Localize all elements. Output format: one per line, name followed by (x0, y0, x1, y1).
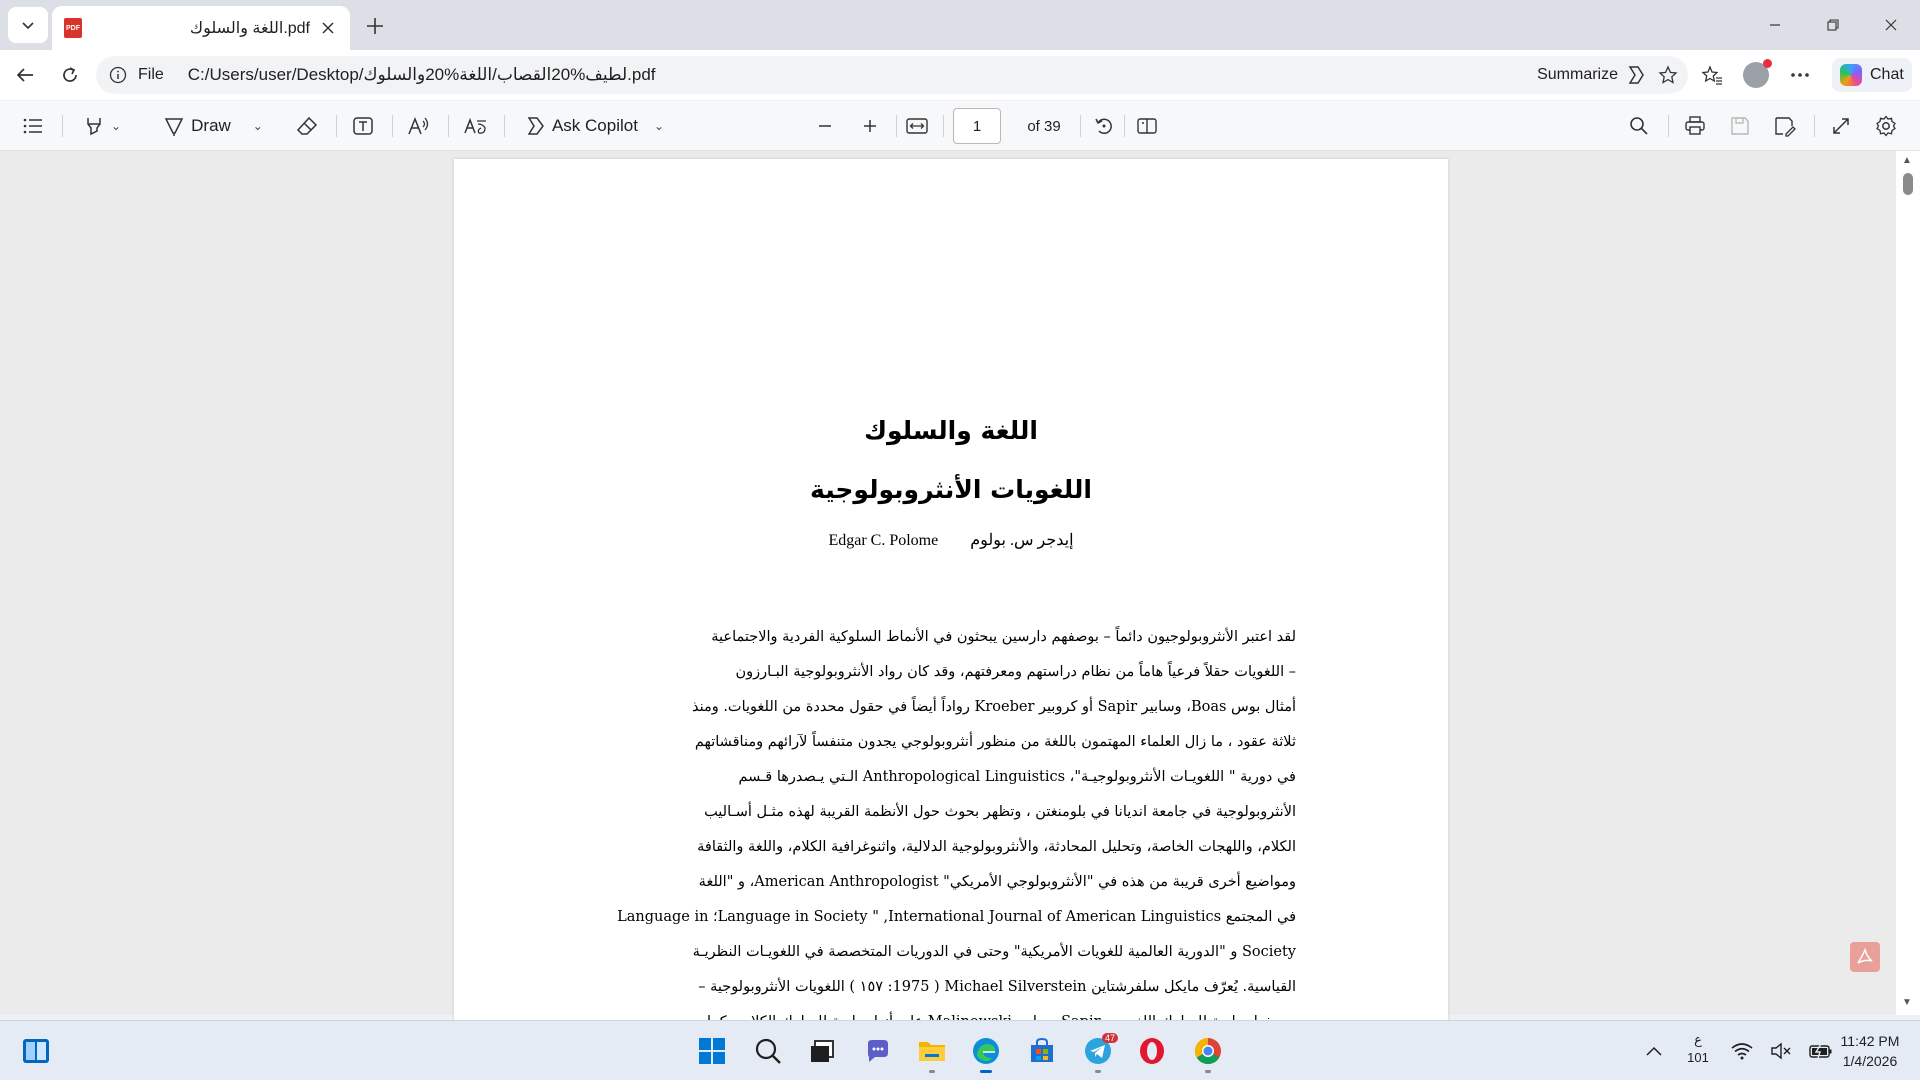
contents-button[interactable] (16, 110, 50, 142)
chat-icon (864, 1037, 892, 1065)
save-button[interactable] (1723, 110, 1757, 142)
read-aloud-icon (407, 115, 431, 137)
edge-button[interactable] (966, 1031, 1006, 1071)
minimize-button[interactable] (1746, 0, 1804, 50)
folder-icon (917, 1038, 947, 1064)
text-box-icon (352, 115, 374, 137)
tab-actions-button[interactable] (8, 7, 48, 43)
text-line: الكلام، واللهجات الخاصة، وتحليل المحادثة، والأنثروبولوجية الدلالية، واثنوغرافية الكلام، واللغة والثقافة (697, 839, 1296, 855)
text-line: ومواضيع أخرى قريبة من هذه في "الأنثروبولوجي الأمريكي" American Anthropologist، و "اللغة (698, 874, 1296, 890)
highlighter-icon (83, 115, 105, 137)
notification-badge: 47 (1102, 1033, 1118, 1043)
restore-icon (1827, 19, 1839, 31)
restore-button[interactable] (1804, 0, 1862, 50)
summarize-label: Summarize (1537, 66, 1618, 83)
rotate-icon (1093, 115, 1115, 137)
edge-icon (971, 1036, 1001, 1066)
star-icon (1658, 65, 1678, 85)
toolbar-divider (336, 115, 337, 137)
expand-icon (1831, 116, 1851, 136)
eraser-icon (296, 115, 318, 137)
text-line: ثلاثة عقود ، ما زال العلماء المهتمون باللغة من منظور أنثروبولوجي يجدون متنفساً لآرائهم ومناقشاتهم (694, 734, 1296, 750)
info-icon[interactable] (108, 65, 128, 85)
opera-button[interactable] (1132, 1031, 1172, 1071)
gear-icon (1875, 115, 1897, 137)
vertical-scrollbar[interactable] (1896, 151, 1920, 1015)
copilot-icon (1624, 64, 1646, 86)
new-tab-button[interactable] (360, 12, 390, 40)
text-line: – اللغويات حقلاً فرعياً هاماً من نظام دراستهم ومعرفتهم، وقد كان رواد الأنثروبولوجية البـارزون (735, 664, 1296, 680)
copilot-logo-icon (1840, 64, 1862, 86)
ask-copilot-button[interactable] (516, 110, 670, 142)
two-page-icon (1136, 116, 1158, 136)
pdf-viewer[interactable] (0, 151, 1920, 1015)
telegram-button[interactable] (1078, 1031, 1118, 1071)
pdf-settings-button[interactable] (1869, 110, 1903, 142)
plus-icon (862, 118, 878, 134)
text-line: في المجتمع Language in Society " ,International Journal of American Linguistics؛ Language in (617, 909, 1296, 925)
highlight-button[interactable] (74, 110, 130, 142)
summarize-button[interactable] (1537, 62, 1646, 88)
page-total-label: of 39 (1027, 117, 1061, 135)
store-button[interactable] (1022, 1031, 1062, 1071)
teams-button[interactable] (858, 1031, 898, 1071)
windows-icon (698, 1037, 726, 1065)
show-hidden-icons-button[interactable] (1634, 1031, 1674, 1071)
scroll-up-arrow-icon[interactable]: ▲ (1902, 155, 1912, 166)
body-paragraph (617, 620, 1296, 1040)
save-as-icon (1774, 116, 1796, 136)
favorites-button[interactable] (1694, 57, 1730, 93)
favorites-icon (1701, 64, 1723, 86)
toolbar-divider (943, 115, 944, 137)
address-input[interactable] (96, 56, 1688, 94)
scroll-down-arrow-icon[interactable]: ▼ (1902, 997, 1912, 1008)
add-favorite-button[interactable] (1656, 63, 1680, 87)
profile-button[interactable] (1738, 57, 1774, 93)
back-button[interactable] (7, 57, 43, 93)
taskbar (0, 1020, 1920, 1080)
fit-to-width-button[interactable] (900, 110, 934, 142)
clock[interactable] (1830, 1031, 1910, 1071)
toolbar-divider (392, 115, 393, 137)
acrobat-icon (1855, 947, 1875, 967)
author-english: Edgar C. Polome (828, 532, 939, 549)
text-line: أمثال بوس Boas، وسابير Sapir أو كروبير Kroeber رواداً أيضاً في حقول محددة من اللغويات. ومنذ (691, 699, 1296, 715)
store-icon (1028, 1037, 1056, 1065)
address-bar-row (0, 50, 1920, 100)
minimize-icon (1769, 19, 1781, 31)
clock-date: 1/4/2026 (1842, 1053, 1898, 1069)
task-view-button[interactable] (802, 1031, 842, 1071)
opera-icon (1138, 1037, 1166, 1065)
page-view-button[interactable] (1130, 110, 1164, 142)
toolbar-divider (1668, 115, 1669, 137)
author-arabic: إيدجر س. بولوم (970, 532, 1074, 549)
text-line: الأنثروبولوجية في جامعة انديانا في بلومنغتن ، وتظهر بحوث حول الأنظمة القريبة لهذه مثـل أسـاليب (704, 804, 1296, 820)
draw-label: Draw (191, 116, 231, 135)
widgets-button[interactable] (16, 1031, 56, 1071)
chevron-down-icon (21, 18, 35, 32)
avatar (1743, 62, 1769, 88)
chevron-down-icon: ⌄ (252, 119, 263, 133)
volume-muted-icon (1770, 1042, 1792, 1060)
close-icon (322, 22, 334, 34)
text-line: Society و "الدورية العالمية للغويات الأمريكية" وحتى في الدوريات المتخصصة في اللغويـات النظريـة (692, 944, 1296, 960)
tab-strip (0, 0, 1920, 50)
clock-time: 11:42 PM (1840, 1033, 1900, 1049)
fit-width-icon (906, 117, 928, 135)
acrobat-button[interactable] (1850, 942, 1880, 972)
chat-label: Chat (1870, 66, 1904, 83)
language-glyph: ع (1694, 1032, 1702, 1047)
print-icon (1684, 116, 1706, 136)
pdf-file-icon: PDF (64, 18, 82, 38)
draw-button[interactable] (156, 110, 270, 142)
close-icon (1885, 19, 1897, 31)
reload-icon (60, 65, 80, 85)
save-icon (1730, 116, 1750, 136)
toolbar-divider (896, 115, 897, 137)
text-line: لقد اعتبر الأنثروبولوجيون دائماً – بوصفهم دارسين يبحثون في الأنماط السلوكية الفردية والاجتماعية (711, 629, 1296, 645)
start-button[interactable] (692, 1031, 732, 1071)
toolbar-divider (448, 115, 449, 137)
quick-settings-button[interactable] (1722, 1031, 1842, 1071)
text-line: القياسية. يُعرّف مايكل سلفرشتاين Michael Silverstein ( 1975: ١٥٧ ) اللغويات الأنثروبولوجية – (698, 979, 1296, 995)
chrome-icon (1193, 1036, 1223, 1066)
task-view-icon (808, 1037, 836, 1065)
reload-button[interactable] (52, 57, 88, 93)
document-title: اللغة والسلوك (864, 416, 1038, 445)
full-screen-button[interactable] (1824, 110, 1858, 142)
add-text-button[interactable] (346, 110, 380, 142)
translate-icon (463, 115, 489, 137)
wifi-icon (1731, 1042, 1753, 1060)
page-number-input[interactable]: 1 (953, 108, 1001, 144)
copilot-chat-button[interactable] (1832, 58, 1912, 92)
tab-title: اللغة والسلوك.pdf (189, 20, 310, 37)
translate-button[interactable] (458, 110, 494, 142)
read-aloud-button[interactable] (402, 110, 436, 142)
plus-icon (366, 17, 384, 35)
search-icon (754, 1037, 782, 1065)
toolbar-divider (504, 115, 505, 137)
toolbar-divider (62, 115, 63, 137)
scrollbar-thumb[interactable] (1903, 173, 1913, 195)
browser-tab[interactable] (52, 6, 350, 50)
document-subtitle: اللغويات الأنثروبولوجية (810, 475, 1092, 504)
pdf-page (454, 159, 1448, 1059)
find-button[interactable] (1622, 110, 1656, 142)
language-code: 101 (1687, 1050, 1709, 1065)
url-text[interactable]: C:/Users/user/Desktop/لطيف%20القصاب/اللغة%20والسلوك.pdf (187, 65, 656, 84)
chevron-up-icon (1646, 1046, 1662, 1056)
minus-icon (817, 118, 833, 134)
erase-button[interactable] (290, 110, 324, 142)
pen-icon (163, 115, 185, 137)
toolbar-divider (1814, 115, 1815, 137)
author-line (454, 530, 1448, 550)
toolbar-divider (1124, 115, 1125, 137)
chevron-down-icon: ⌄ (653, 119, 665, 133)
pdf-toolbar (0, 101, 1920, 151)
url-scheme-label: File (138, 66, 164, 83)
save-as-button[interactable] (1768, 110, 1802, 142)
tab-close-button[interactable] (318, 18, 338, 38)
close-window-button[interactable] (1862, 0, 1920, 50)
print-button[interactable] (1678, 110, 1712, 142)
input-language-indicator[interactable] (1680, 1031, 1716, 1067)
chrome-button[interactable] (1188, 1031, 1228, 1071)
toolbar-divider (1080, 115, 1081, 137)
widgets-icon (21, 1037, 51, 1065)
chevron-down-icon: ⌄ (110, 119, 122, 133)
file-explorer-button[interactable] (912, 1031, 952, 1071)
zoom-out-button[interactable] (808, 110, 842, 142)
back-arrow-icon (15, 65, 35, 85)
search-icon (1629, 116, 1649, 136)
copilot-icon (522, 115, 546, 137)
rotate-button[interactable] (1087, 110, 1121, 142)
ellipsis-icon (1790, 72, 1810, 78)
text-line: في دورية " اللغويـات الأنثروبولوجيـة"، Anthropological Linguistics الـتي يـصدرها قـسم (738, 769, 1296, 785)
zoom-in-button[interactable] (853, 110, 887, 142)
list-icon (22, 117, 44, 135)
settings-and-more-button[interactable] (1782, 57, 1818, 93)
search-button[interactable] (748, 1031, 788, 1071)
ask-copilot-label: Ask Copilot (551, 116, 638, 135)
